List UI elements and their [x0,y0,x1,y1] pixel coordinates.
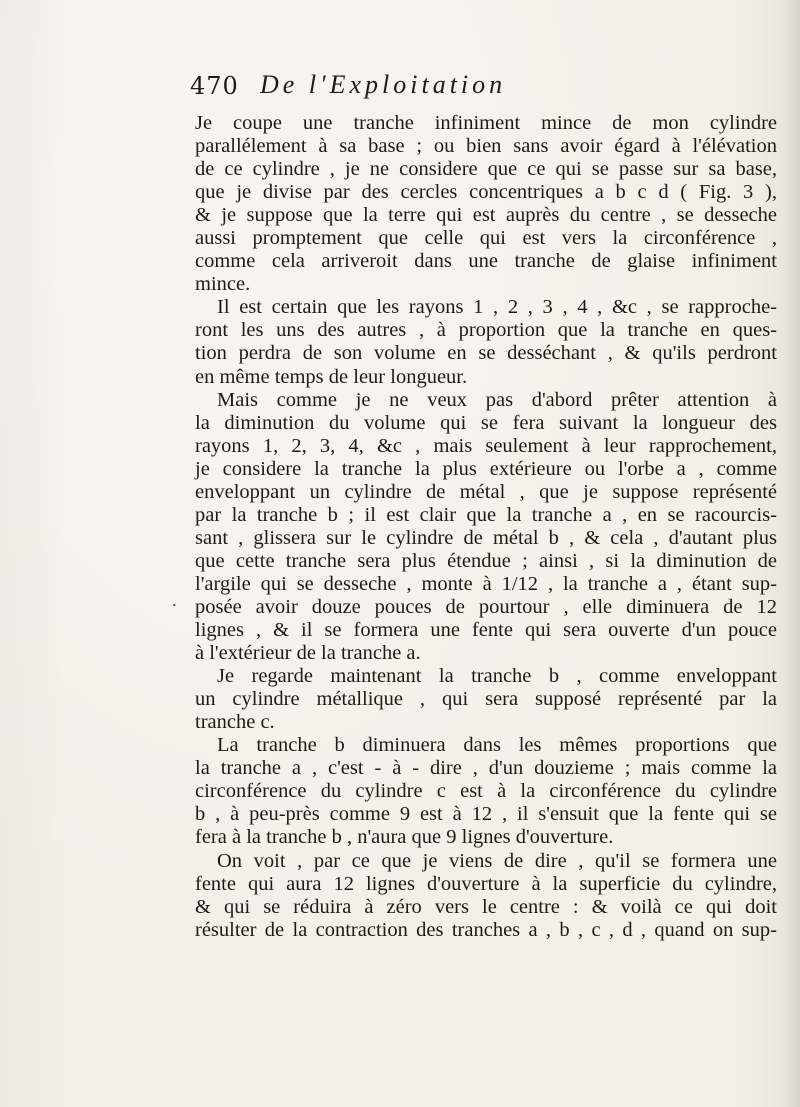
margin-mark: . [172,590,177,610]
text-line: que je divise par des cercles concentriques a b c d ( Fig. 3 ), [195,181,777,204]
text-line: parallélement à sa base ; ou bien sans avoir égard à l'élévation [195,135,777,158]
text-line: Mais comme je ne veux pas d'abord prêter attention à [217,388,777,411]
text-line: b , à peu-près comme 9 est à 12 , il s'ensuit que la fente qui se [195,803,777,826]
text-line: sant , glissera sur le cylindre de métal b , & cela , d'autant plus [195,526,777,549]
text-line: circonférence du cylindre c est à la circonférence du cylindre [195,780,777,803]
text-line: & je suppose que la terre qui est auprès du centre , se desseche [195,204,777,227]
text-line: Je regarde maintenant la tranche b , comme enveloppant [217,665,777,688]
text-line: à l'extérieur de la tranche a. [195,642,421,665]
page-header [190,72,800,108]
text-line: & qui se réduira à zéro vers le centre : & voilà ce qui doit [195,895,777,918]
text-line: que cette tranche sera plus étendue ; ainsi , si la diminution de [195,549,777,572]
body-text [195,112,777,942]
text-line: Il est certain que les rayons 1 , 2 , 3 , 4 , &c , se rapproche- [217,296,777,319]
text-line: mince. [195,273,251,296]
text-line: fente qui aura 12 lignes d'ouverture à la superficie du cylindre, [195,872,777,895]
text-line: rayons 1, 2, 3, 4, &c , mais seulement à leur rapprochement, [195,434,777,457]
text-line: ront les uns des autres , à proportion que la tranche en ques- [195,319,777,342]
text-line: résulter de la contraction des tranches a , b , c , d , quand on sup- [195,918,777,941]
text-line: de ce cylindre , je ne considere que ce qui se passe sur sa base, [195,158,777,181]
page-edge-shadow [782,0,800,1107]
text-line: par la tranche b ; il est clair que la tranche a , en se racourcis- [195,503,777,526]
text-line: comme cela arriveroit dans une tranche de glaise infiniment [195,250,777,273]
text-line: je considere la tranche la plus extérieure ou l'orbe a , comme [195,457,777,480]
text-line: enveloppant un cylindre de métal , que je suppose représenté [195,480,777,503]
text-line: un cylindre métallique , qui sera supposé représenté par la [195,688,777,711]
text-line: tranche c. [195,711,275,734]
text-line: Je coupe une tranche infiniment mince de mon cylindre [195,112,777,134]
running-title: De l'Exploitation [260,70,507,99]
page-number: 470 [190,72,239,100]
text-line: aussi promptement que celle qui est vers la circonférence , [195,227,777,250]
text-line: la tranche a , c'est - à - dire , d'un douzieme ; mais comme la [195,757,777,780]
text-line: l'argile qui se desseche , monte à 1/12 , la tranche a , étant sup- [195,572,777,595]
text-line: lignes , & il se formera une fente qui sera ouverte d'un pouce [195,619,777,642]
text-line: en même temps de leur longueur. [195,365,468,388]
text-line: posée avoir douze pouces de pourtour , elle diminuera de 12 [195,595,777,618]
text-line: fera à la tranche b , n'aura que 9 lignes d'ouverture. [195,826,614,849]
text-line: la diminution du volume qui se fera suivant la longueur des [195,411,777,434]
text-line: tion perdra de son volume en se desséchant , & qu'ils perdront [195,342,777,365]
text-line: La tranche b diminuera dans les mêmes proportions que [217,734,777,757]
text-line: On voit , par ce que je viens de dire , qu'il se formera une [217,849,777,872]
